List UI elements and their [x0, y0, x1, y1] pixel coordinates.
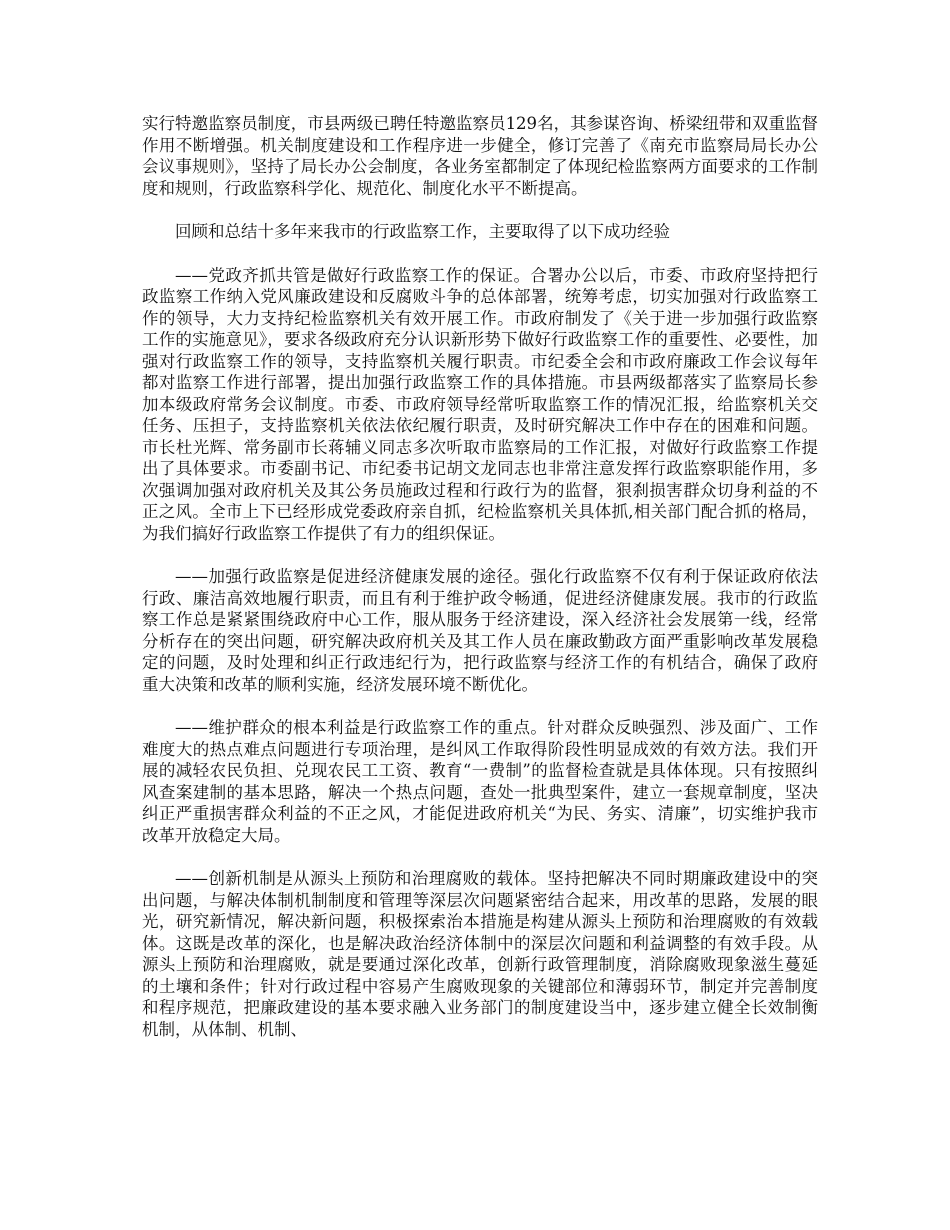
- paragraph-3: ——党政齐抓共管是做好行政监察工作的保证。合署办公以后，市委、市政府坚持把行政监察工作纳入党风廉政建设和反腐败斗争的总体部署，统筹考虑，切实加强对行政监察工作的领导，大力支持纪检监察机关有效开展工作。市政府制发了《关于进一步加强行政监察工作的实施意见》，要求各级政府充分认识新形势下做好行政监察工作的重要性、必要性，加强对行政监察工作的领导，支持监察机关履行职责。市纪委全会和市政府廉政工作会议每年都对监察工作进行部署，提出加强行政监察工作的具体措施。市县两级都落实了监察局长参加本级政府常务会议制度。市委、市政府领导经常听取监察工作的情况汇报，给监察机关交任务、压担子，支持监察机关依法依纪履行职责，及时研究解决工作中存在的困难和问题。市长杜光辉、常务副市长蒋辅义同志多次听取市监察局的工作汇报，对做好行政监察工作提出了具体要求。市委副书记、市纪委书记胡文龙同志也非常注意发挥行政监察职能作用，多次强调加强对政府机关及其公务员施政过程和行政行为的监督，狠刹损害群众切身利益的不正之风。全市上下已经形成党委政府亲自抓，纪检监察机关具体抓,相关部门配合抓的格局，为我们搞好行政监察工作提供了有力的组织保证。: [142, 265, 818, 543]
- paragraph-4: ——加强行政监察是促进经济健康发展的途径。强化行政监察不仅有利于保证政府依法行政、廉洁高效地履行职责，而且有利于维护政令畅通，促进经济健康发展。我市的行政监察工作总是紧紧围绕政府中心工作，服从服务于经济建设，深入经济社会发展第一线，经常分析存在的突出问题，研究解决政府机关及其工作人员在廉政勤政方面严重影响改革发展稳定的问题，及时处理和纠正行政违纪行为，把行政监察与经济工作的有机结合，确保了政府重大决策和改革的顺利实施，经济发展环境不断优化。: [142, 567, 818, 694]
- paragraph-6: ——创新机制是从源头上预防和治理腐败的载体。坚持把解决不同时期廉政建设中的突出问题，与解决体制机制制度和管理等深层次问题紧密结合起来，用改革的思路，发展的眼光，研究新情况，解决新问题，积极探索治本措施是构建从源头上预防和治理腐败的有效载体。这既是改革的深化，也是解决政治经济体制中的深层次问题和利益调整的有效手段。从源头上预防和治理腐败，就是要通过深化改革，创新行政管理制度，消除腐败现象滋生蔓延的土壤和条件；针对行政过程中容易产生腐败现象的关键部位和薄弱环节，制定并完善制度和程序规范，把廉政建设的基本要求融入业务部门的制度建设当中，逐步建立健全长效制衡机制，从体制、机制、: [142, 869, 818, 1039]
- paragraph-2: 回顾和总结十多年来我市的行政监察工作，主要取得了以下成功经验: [175, 222, 670, 241]
- paragraph-1: 实行特邀监察员制度，市县两级已聘任特邀监察员129名，其参谋咨询、桥梁纽带和双重监督作用不断增强。机关制度建设和工作程序进一步健全，修订完善了《南充市监察局局长办公会议事规则》，坚持了局长办公会制度，各业务室都制定了体现纪检监察两方面要求的工作制度和规则，行政监察科学化、规范化、制度化水平不断提高。: [142, 114, 818, 198]
- paragraph-5: ——维护群众的根本利益是行政监察工作的重点。针对群众反映强烈、涉及面广、工作难度大的热点难点问题进行专项治理，是纠风工作取得阶段性明显成效的有效方法。我们开展的减轻农民负担、兑现农民工工资、教育“一费制”的监督检查就是具体体现。只有按照纠风查案建制的基本思路，解决一个热点问题，查处一批典型案件，建立一套规章制度，坚决纠正严重损害群众利益的不正之风，才能促进政府机关“为民、务实、清廉”，切实维护我市改革开放稳定大局。: [142, 718, 818, 845]
- document-body: [142, 113, 818, 1062]
